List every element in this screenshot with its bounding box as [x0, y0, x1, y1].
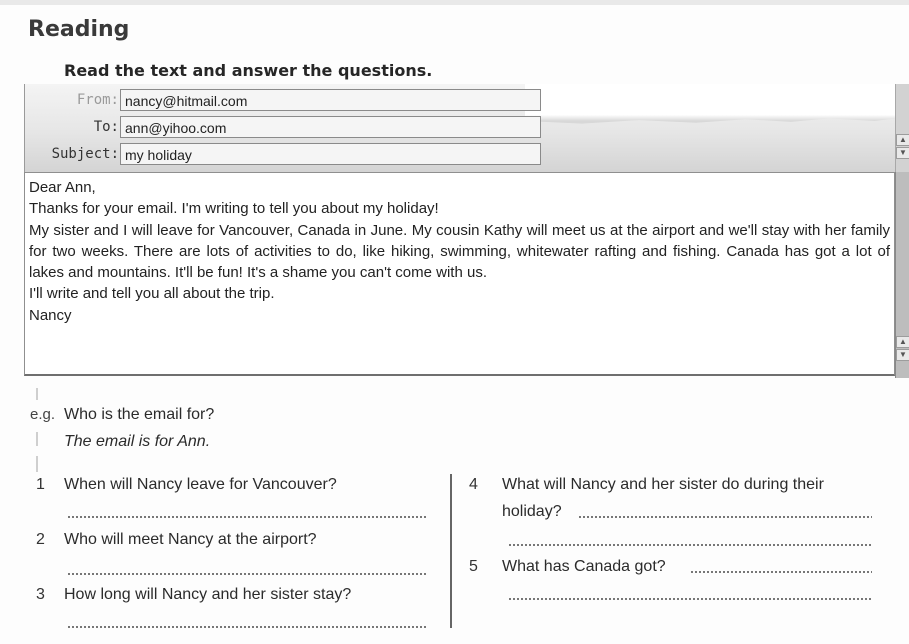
question-text: What will Nancy and her sister do during their — [502, 476, 824, 493]
answer-line-4a[interactable] — [578, 516, 872, 518]
to-label: To: — [93, 119, 119, 135]
top-rule — [0, 0, 909, 5]
torn-paper-decoration — [525, 84, 896, 172]
margin-mark — [36, 388, 38, 400]
from-label: From: — [76, 92, 119, 108]
example-label: e.g. — [30, 406, 56, 423]
from-row — [25, 89, 565, 113]
question-number: 2 — [36, 531, 45, 548]
email-window — [24, 84, 909, 378]
question-number: 3 — [36, 586, 45, 603]
scroll-down-icon[interactable]: ▼ — [896, 349, 909, 361]
answer-line-4b[interactable] — [508, 544, 872, 546]
question-number: 4 — [469, 476, 478, 493]
subject-label: Subject: — [51, 146, 119, 162]
question-text: How long will Nancy and her sister stay? — [64, 586, 352, 603]
question-number: 5 — [469, 558, 478, 575]
column-divider — [450, 474, 452, 628]
question-text: What has Canada got? — [502, 558, 666, 575]
header-scrollbar[interactable] — [895, 84, 909, 172]
email-body[interactable] — [24, 172, 895, 376]
from-field[interactable]: nancy@hitmail.com — [120, 89, 541, 111]
answer-line-1[interactable] — [67, 516, 427, 518]
margin-mark — [36, 456, 38, 472]
scroll-down-icon[interactable]: ▼ — [896, 147, 909, 159]
email-line: Thanks for your email. I'm writing to tell you about my holiday! — [29, 200, 439, 218]
question-text: When will Nancy leave for Vancouver? — [64, 476, 337, 493]
example-answer: The email is for Ann. — [64, 433, 211, 450]
body-scrollbar[interactable] — [895, 172, 909, 378]
email-signature: Nancy — [29, 306, 72, 324]
answer-line-5a[interactable] — [690, 571, 872, 573]
instruction-text: Read the text and answer the questions. — [64, 61, 433, 80]
section-title: Reading — [28, 17, 130, 42]
question-number: 1 — [36, 476, 45, 493]
question-text-cont: holiday? — [502, 503, 562, 520]
email-line: I'll write and tell you all about the trip. — [29, 285, 275, 303]
question-text: Who will meet Nancy at the airport? — [64, 531, 317, 548]
answer-line-3[interactable] — [67, 626, 427, 628]
subject-row — [25, 143, 565, 167]
answer-line-5b[interactable] — [508, 598, 872, 600]
example-question: Who is the email for? — [64, 406, 215, 423]
to-field[interactable]: ann@yihoo.com — [120, 116, 541, 138]
email-header — [24, 84, 896, 172]
to-row — [25, 116, 565, 140]
question-4-continued — [502, 503, 562, 521]
email-paragraph: My sister and I will leave for Vancouver, Canada in June. My cousin Kathy will meet us at the airport and we'll stay with her family for two weeks. There are lots of activities to do, like hiking, swimming, whitewater rafting and fishing. Canada has got a lot of lakes and mountains. It'll be fun! It's a shame you can't come with us. — [29, 221, 890, 282]
scroll-up-icon[interactable]: ▲ — [896, 336, 909, 348]
scroll-up-icon[interactable]: ▲ — [896, 134, 909, 146]
margin-mark — [36, 432, 38, 446]
answer-line-2[interactable] — [67, 573, 427, 575]
email-greeting: Dear Ann, — [29, 179, 96, 196]
subject-field[interactable]: my holiday — [120, 143, 541, 165]
